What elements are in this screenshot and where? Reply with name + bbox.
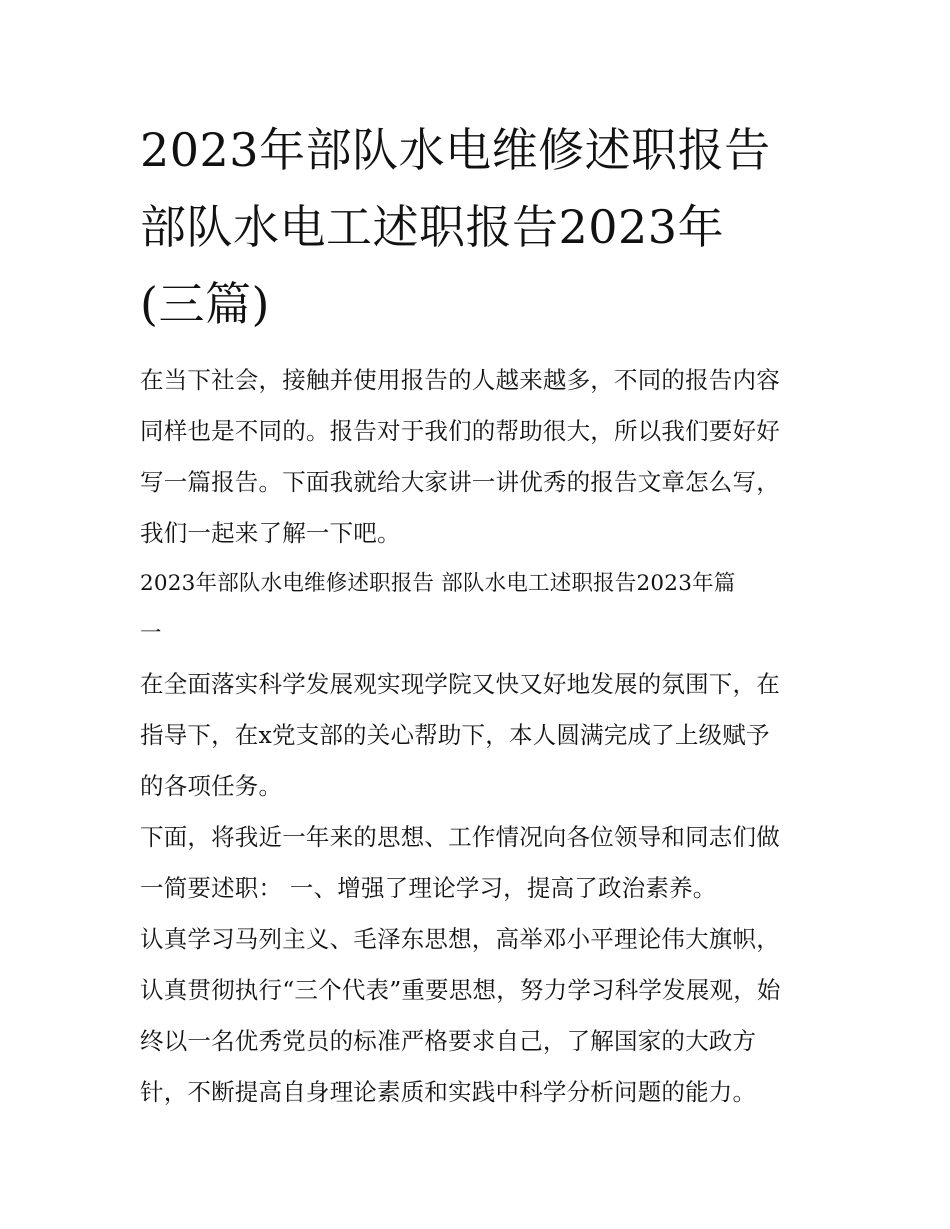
intro-paragraph (140, 355, 820, 559)
title-line-1: 2023年部队水电维修述职报告 (140, 123, 771, 177)
body-paragraph (140, 914, 820, 1118)
paragraph-line: 2023年部队水电维修述职报告 部队水电工述职报告2023年篇 (140, 571, 736, 596)
title-line-2: 部队水电工述职报告2023年 (140, 200, 725, 254)
paragraph-line: 的各项任务。 (140, 772, 283, 800)
paragraph-line: 写一篇报告。下面我就给大家讲一讲优秀的报告文章怎么写， (140, 468, 780, 496)
paragraph-line: 指导下，在x党支部的关心帮助下，本人圆满完成了上级赋予 (140, 721, 770, 749)
paragraph-line: 认真贯彻执行“三个代表”重要思想，努力学习科学发展观，始 (140, 976, 781, 1004)
document-title (140, 112, 820, 343)
document-page (140, 112, 820, 1118)
paragraph-line: 下面，将我近一年来的思想、工作情况向各位领导和同志们做 (140, 823, 780, 851)
paragraph-line: 一简要述职： 一、增强了理论学习，提高了政治素养。 (140, 874, 717, 902)
body-paragraph (140, 812, 820, 914)
title-line-3: (三篇) (140, 277, 270, 331)
paragraph-line: 针，不断提高自身理论素质和实践中科学分析问题的能力。 (140, 1078, 757, 1106)
paragraph-line: 我们一起来了解一下吧。 (140, 519, 401, 547)
paragraph-line: 一 (140, 621, 162, 646)
paragraph-line: 在全面落实科学发展观实现学院又快又好地发展的氛围下，在 (140, 670, 780, 698)
paragraph-line: 同样也是不同的。报告对于我们的帮助很大，所以我们要好好 (140, 417, 780, 445)
paragraph-line: 在当下社会，接触并使用报告的人越来越多，不同的报告内容 (140, 366, 780, 394)
paragraph-line: 终以一名优秀党员的标准严格要求自己，了解国家的大政方 (140, 1027, 757, 1055)
section-heading (140, 559, 820, 659)
body-paragraph (140, 659, 820, 812)
paragraph-line: 认真学习马列主义、毛泽东思想，高举邓小平理论伟大旗帜， (140, 925, 780, 953)
